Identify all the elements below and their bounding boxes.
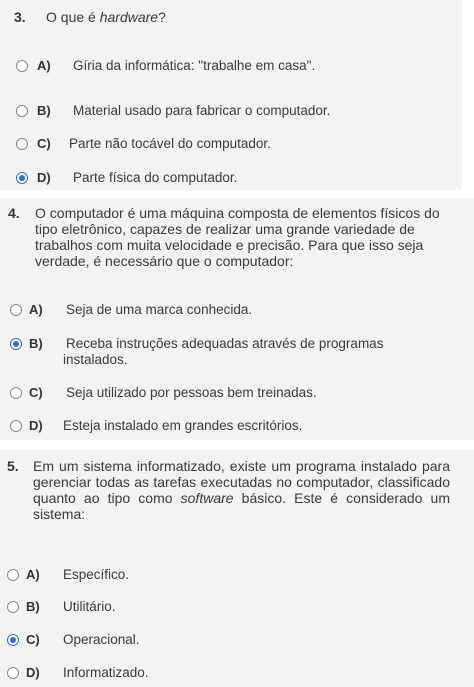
radio-button-selected[interactable] [7, 634, 19, 646]
option-text: Específico. [63, 567, 130, 582]
option-text: Parte não tocável do computador. [69, 136, 271, 151]
option-text: Receba instruções adequadas através de programas instalados. [63, 336, 384, 367]
question-text-part: básico. Este é considerado um sistema: [33, 490, 450, 522]
question-number: 3. [14, 9, 26, 25]
question-text-part: ? [158, 9, 166, 25]
option-c[interactable] [0, 134, 462, 156]
option-letter: B) [26, 599, 40, 614]
option-a[interactable] [0, 300, 474, 322]
option-text: Utilitário. [63, 599, 116, 614]
option-letter: B) [29, 336, 43, 351]
radio-button[interactable] [7, 667, 19, 679]
option-letter: C) [37, 136, 51, 151]
question-number: 5. [7, 458, 19, 474]
option-text: Material usado para fabricar o computador. [73, 103, 331, 118]
option-c[interactable] [0, 383, 474, 405]
question-5-panel [0, 450, 474, 687]
option-letter: D) [26, 665, 40, 680]
question-text-part: Em um sistema informatizado, existe um programa instalado para gerenciar todas as tarefas executadas no computador, classificado quanto ao tipo como [33, 458, 450, 506]
radio-button[interactable] [16, 138, 28, 150]
question-text-part: O que é [46, 9, 100, 25]
option-text: Informatizado. [63, 665, 149, 680]
radio-button[interactable] [16, 60, 28, 72]
radio-button[interactable] [10, 304, 22, 316]
question-text-italic: hardware [99, 9, 159, 25]
option-text: Seja utilizado por pessoas bem treinadas. [66, 385, 317, 400]
option-a[interactable] [0, 565, 474, 587]
question-number: 4. [8, 205, 20, 221]
option-text: Operacional. [63, 632, 140, 647]
option-d[interactable] [0, 663, 474, 685]
radio-button[interactable] [7, 601, 19, 613]
option-c[interactable] [0, 630, 474, 652]
option-b[interactable] [0, 334, 474, 370]
option-letter: D) [37, 170, 51, 185]
option-text: Gíria da informática: "trabalhe em casa". [73, 58, 316, 73]
radio-button[interactable] [10, 420, 22, 432]
option-d[interactable] [0, 416, 474, 438]
option-text: Parte física do computador. [73, 170, 238, 185]
radio-button[interactable] [10, 387, 22, 399]
option-b[interactable] [0, 101, 462, 123]
question-text: O computador é uma máquina composta de elementos físicos do tipo eletrônico, capazes de realizar uma grande variedade de trabalhos com muita velocidade e precisão. Para que isso seja verdade, é necessário que o computador: [35, 205, 440, 269]
question-text [33, 458, 450, 522]
option-letter: C) [26, 632, 40, 647]
option-letter: A) [29, 302, 43, 317]
question-3-panel [0, 0, 462, 190]
radio-button[interactable] [7, 569, 19, 581]
option-text: Seja de uma marca conhecida. [66, 302, 253, 317]
option-a[interactable] [0, 56, 462, 78]
question-4-panel [0, 198, 474, 440]
radio-button-selected[interactable] [10, 338, 22, 350]
radio-button-selected[interactable] [16, 172, 28, 184]
question-text [46, 9, 446, 25]
option-letter: C) [29, 385, 43, 400]
option-letter: A) [26, 567, 40, 582]
option-letter: D) [29, 418, 43, 433]
radio-button[interactable] [16, 105, 28, 117]
option-b[interactable] [0, 597, 474, 619]
question-text-italic: software [180, 490, 234, 506]
option-letter: B) [37, 103, 51, 118]
option-d[interactable] [0, 168, 462, 190]
option-letter: A) [37, 58, 51, 73]
option-text: Esteja instalado em grandes escritórios. [63, 418, 303, 433]
